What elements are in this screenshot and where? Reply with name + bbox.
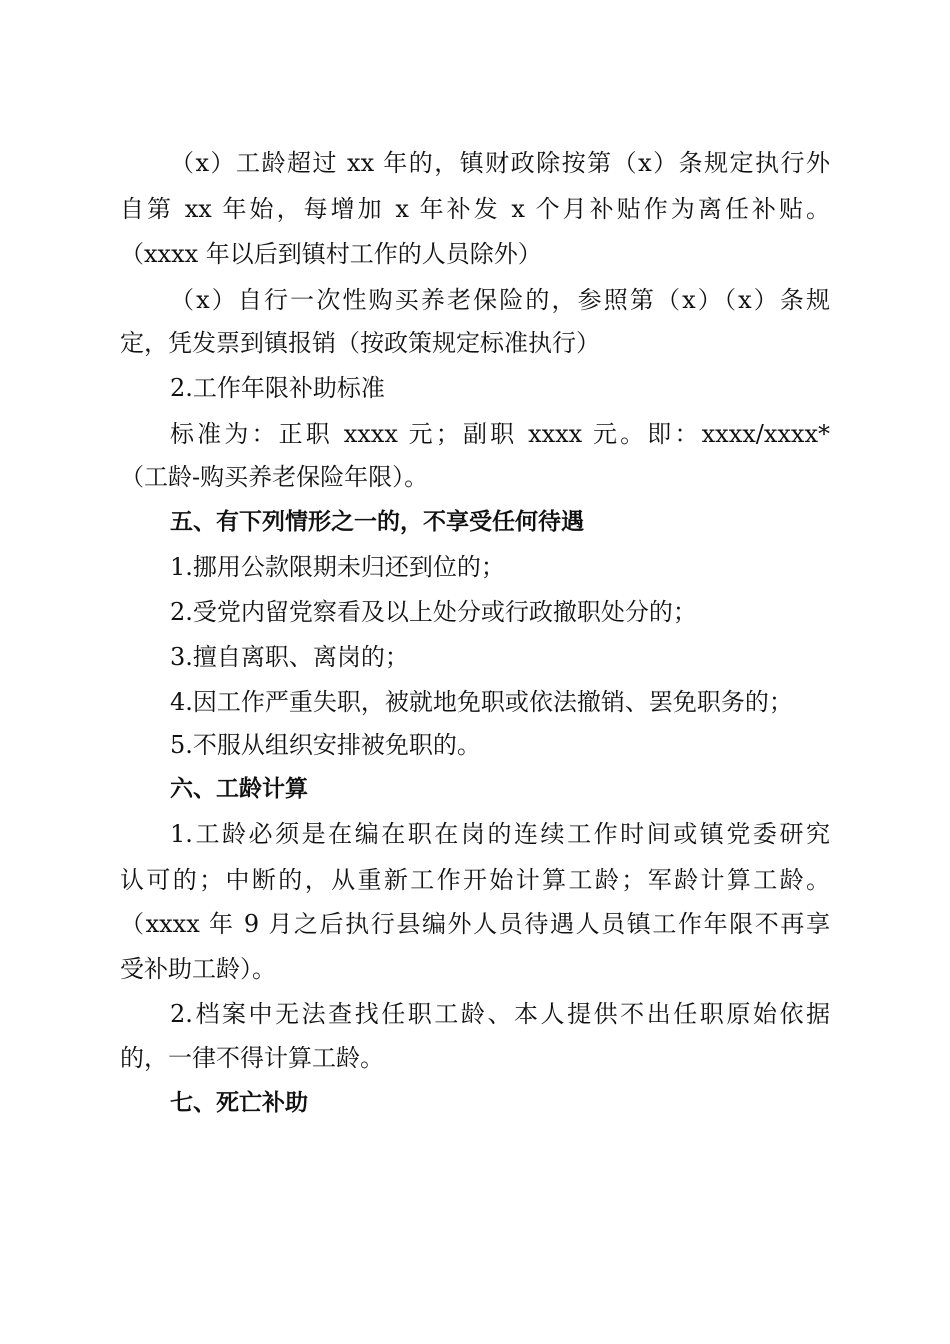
paragraph-2-line-2: 定，凭发票到镇报销（按政策规定标准执行） [120, 329, 600, 357]
section-6-item-1-line-3: （xxxx 年 9 月之后执行县编外人员待遇人员镇工作年限不再享 [120, 910, 830, 938]
section-6-title: 六、工龄计算 [170, 776, 308, 802]
section-7-title: 七、死亡补助 [170, 1090, 308, 1116]
section-5-item-3: 3.擅自离职、离岗的； [170, 643, 409, 671]
standard-line-1: 标准为：正职 xxxx 元；副职 xxxx 元。即：xxxx/xxxx* [170, 420, 830, 448]
section-5-title: 五、有下列情形之一的，不享受任何待遇 [170, 509, 584, 535]
paragraph-2-line-1: （x）自行一次性购买养老保险的，参照第（x）（x）条规 [170, 286, 830, 314]
section-6-item-1-line-4: 受补助工龄）。 [120, 955, 276, 983]
standard-line-2: （工龄-购买养老保险年限）。 [120, 463, 429, 491]
section-6-item-1-line-2: 认可的；中断的，从重新工作开始计算工龄；军龄计算工龄。 [120, 866, 830, 894]
section-6-item-2-line-2: 的，一律不得计算工龄。 [120, 1044, 384, 1072]
section-5-item-4: 4.因工作严重失职，被就地免职或依法撤销、罢免职务的； [170, 688, 793, 716]
section-5-item-5: 5.不服从组织安排被免职的。 [170, 731, 481, 759]
paragraph-1-line-3: （xxxx 年以后到镇村工作的人员除外） [120, 240, 542, 268]
paragraph-1-line-2: 自第 xx 年始，每增加 x 年补发 x 个月补贴作为离任补贴。 [120, 195, 830, 223]
section-6-item-1-line-1: 1.工龄必须是在编在职在岗的连续工作时间或镇党委研究 [170, 820, 830, 848]
section-5-item-1: 1.挪用公款限期未归还到位的； [170, 553, 505, 581]
paragraph-1-line-1: （x）工龄超过 xx 年的，镇财政除按第（x）条规定执行外 [170, 149, 830, 177]
section-5-item-2: 2.受党内留党察看及以上处分或行政撤职处分的； [170, 598, 697, 626]
section-6-item-2-line-1: 2.档案中无法查找任职工龄、本人提供不出任职原始依据 [170, 1000, 830, 1028]
subheading-work-years: 2.工作年限补助标准 [170, 374, 385, 402]
